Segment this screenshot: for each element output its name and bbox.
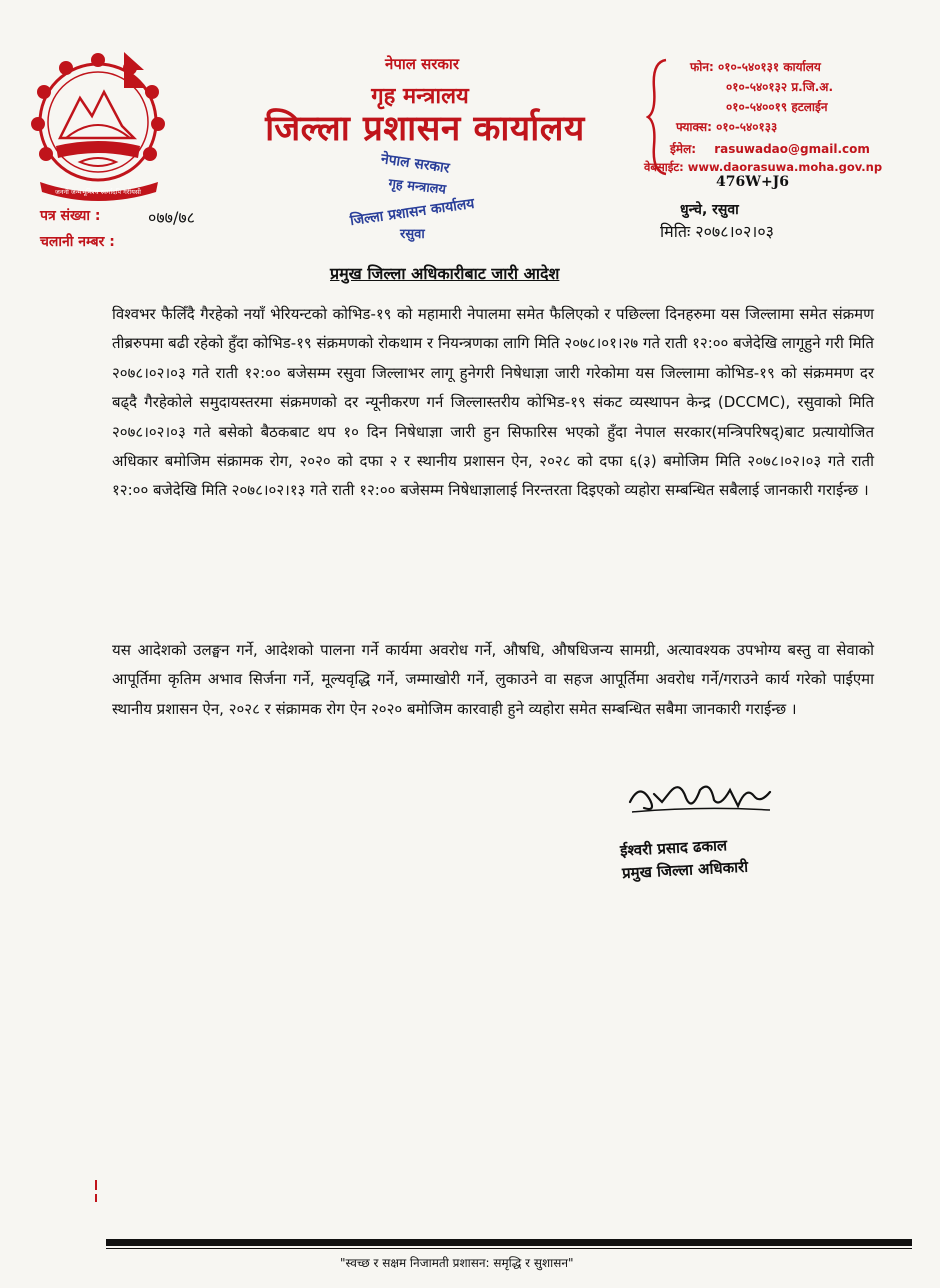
signatory-name: ईश्वरी प्रसाद ढकाल [619, 836, 728, 860]
signature-mark [620, 772, 780, 820]
stamp-line-4: रसुवा [400, 227, 425, 242]
office-stamp [330, 140, 535, 250]
letter-date: मितिः २०७८।०२।०३ [660, 222, 774, 241]
plus-code: 476W+J6 [716, 174, 790, 190]
contact-email [670, 140, 870, 157]
contact-brace [646, 58, 670, 176]
letter-number-label: पत्र संख्या : [40, 208, 101, 224]
footer-motto: "स्वच्छ र सक्षम निजामती प्रशासन: समृद्धि र सुशासन" [340, 1256, 574, 1270]
order-title: प्रमुख जिल्ला अधिकारीबाट जारी आदेश [330, 264, 560, 283]
government-name: नेपाल सरकार [385, 55, 459, 73]
emblem-motto: जननी जन्मभूमिश्च स्वर्गादपि गरीयसी [55, 188, 141, 196]
office-name: जिल्ला प्रशासन कार्यालय [265, 109, 585, 149]
phone-2[interactable]: ०१०-५४०१३२ प्र.जि.अ. [726, 80, 834, 94]
footer-rule [106, 1239, 912, 1246]
stamp-mark [330, 140, 535, 250]
website-label: वेबसाईट: [644, 160, 684, 174]
body-paragraph-1: विश्वभर फैलिँदै गैरहेको नयाँ भेरियन्टको कोभिड-१९ को महामारी नेपालमा समेत फैलिएको र पछिल्ला दिनहरुमा यस जिल्लामा समेत संक्रमण तीब्ररुपमा बढी रहेको हुँदा कोभिड-१९ संक्रमणको रोकथाम र नियन्त्रणका लागि मिति २०७८।०१।२७ गते राती १२:०० बजेदेखि लागूहुने गरी मिति २०७८।०२।०३ गते राती १२:०० बजेसम्म रसुवा जिल्लाभर लागू हुनेगरी निषेधाज्ञा जारी गरेकोमा यस जिल्लामा कोभिड-१९ को संक्रममण दर बढ्दै गैरहेकोले समुदायस्तरमा संक्रमणको दर न्यूनीकरण गर्न जिल्लास्तरीय कोभिड-१९ संकट व्यस्थापन केन्द्र (DCCMC), रसुवाको मिति २०७८।०२।०३ गते बसेको बैठकबाट थप १० दिन निषेधाज्ञा जारी हुन सिफारिस भएको हुँदा नेपाल सरकार(मन्त्रिपरिषद्)बाट प्रत्यायोजित अधिकार बमोजिम संक्रामक रोग, २०२० को दफा २ र स्थानीय प्रशासन ऐन, २०२८ को दफा ६(३) बमोजिम मिति २०७८।०२।०३ गते राती १२:०० बजेदेखि मिति २०७८।०२।१३ गते राती १२:०० बजेसम्म निषेधाज्ञालाई निरन्तरता दिइएको व्यहोरा सम्बन्धित सबैलाई जानकारी गराईन्छ । [112, 305, 874, 500]
phone-3[interactable]: ०१०-५४००१९ हटलाईन [726, 100, 828, 114]
website-link[interactable]: www.daorasuwa.moha.gov.np [687, 160, 883, 174]
ministry-name: गृह मन्त्रालय [371, 84, 469, 109]
contact-fax [676, 118, 777, 135]
fax-number: ०१०-५४०१३३ [716, 120, 778, 134]
stamp-line-1: नेपाल सरकार [379, 151, 451, 177]
email-label: ईमेल: [670, 142, 697, 156]
footer-rule-thin [106, 1248, 912, 1249]
stamp-line-3: जिल्ला प्रशासन कार्यालय [349, 195, 476, 230]
email-link[interactable]: rasuwadao@gmail.com [714, 142, 870, 156]
signatory-title: प्रमुख जिल्ला अधिकारी [621, 857, 749, 883]
phone-label: फोन: [690, 60, 714, 74]
dispatch-number-label: चलानी नम्बर : [40, 234, 115, 250]
contact-phone-1 [690, 58, 821, 75]
stamp-line-2: गृह मन्त्रालय [387, 176, 447, 198]
nepal-emblem-icon [26, 42, 176, 202]
body-paragraph-2: यस आदेशको उलङ्घन गर्ने, आदेशको पालना गर्ने कार्यमा अवरोध गर्ने, औषधि, औषधिजन्य सामग्री, अत्यावश्यक उपभोग्य बस्तु वा सेवाको आपूर्तिमा कृतिम अभाव सिर्जना गर्ने, मूल्यवृद्धि गर्ने, जम्माखोरी गर्ने, लुकाउने वा सहज आपूर्तिमा अवरोध गर्ने/गराउने कार्य गरेको पाईएमा स्थानीय प्रशासन ऐन, २०२८ र संक्रामक रोग ऐन २०२० बमोजिम कारवाही हुने व्यहोरा समेत सम्बन्धित सबैमा जानकारी गराईन्छ । [112, 641, 874, 718]
contact-website [644, 160, 882, 175]
letter-number-value: ०७७/७८ [148, 208, 195, 227]
phone-1[interactable]: ०१०-५४०१३१ कार्यालय [718, 60, 821, 74]
fax-label: फ्याक्स: [676, 120, 712, 134]
margin-mark [93, 1180, 99, 1204]
place: धुन्चे, रसुवा [680, 202, 739, 218]
